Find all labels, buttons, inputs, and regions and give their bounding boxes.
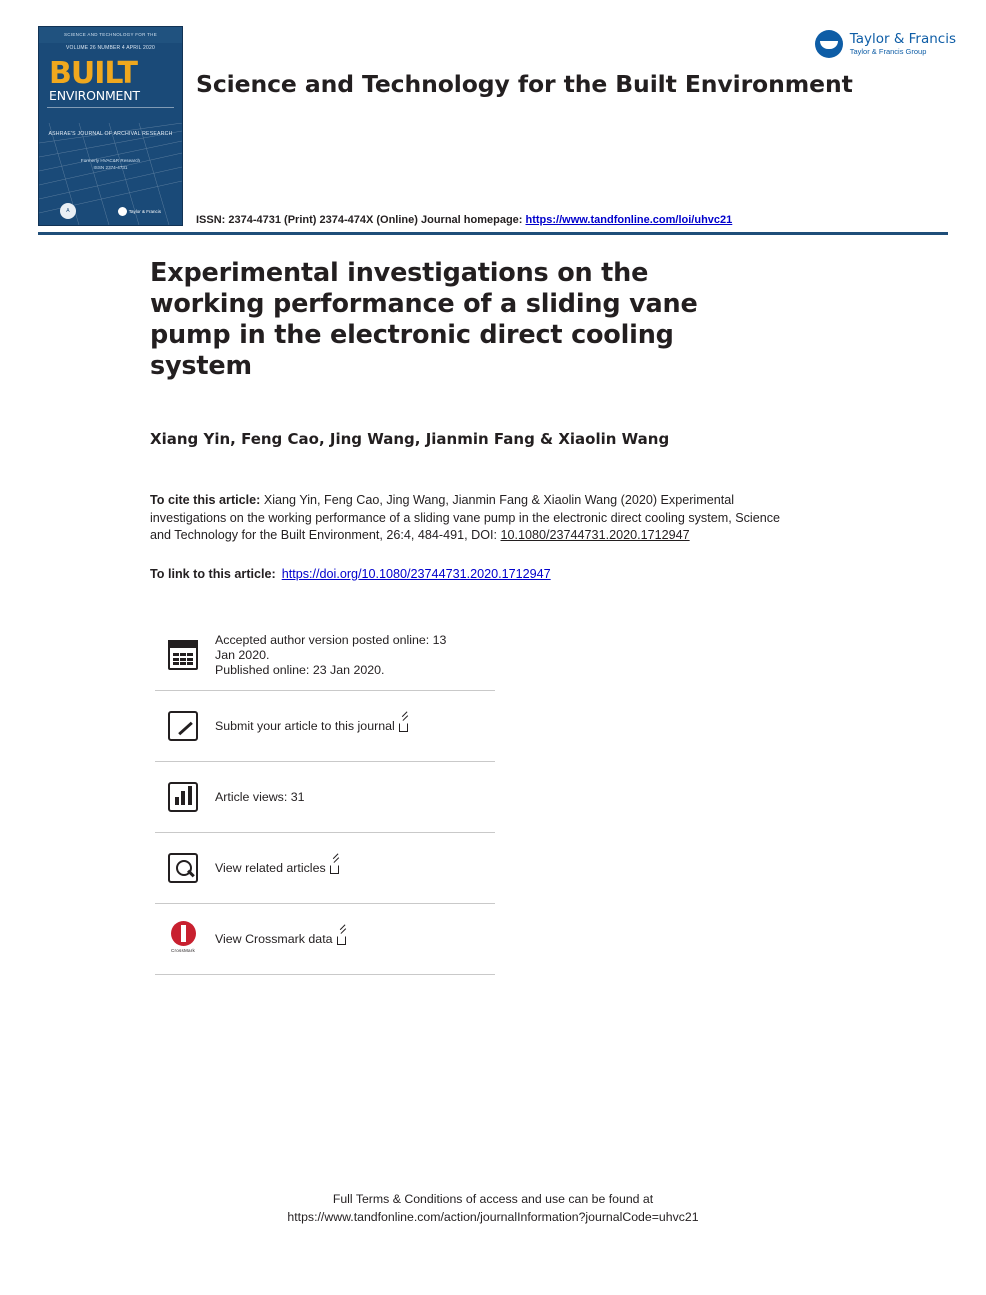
crossmark-icon [165,922,201,956]
taylor-francis-logo-icon [815,30,956,58]
related-articles-icon [165,851,201,885]
article-doi-link[interactable]: https://doi.org/10.1080/23744731.2020.1712947 [281,566,551,581]
issn-line [196,214,732,226]
article-block [150,258,870,581]
view-related-articles-label: View related articles [215,860,326,875]
page-header [0,26,986,231]
cover-title-built: BUILT [49,56,138,91]
cover-title [49,56,172,103]
external-link-icon [337,933,348,944]
submit-article-link[interactable] [215,719,410,734]
view-crossmark-label: View Crossmark data [215,931,333,946]
journal-title: Science and Technology for the Built Environment [196,70,853,98]
submit-article-label: Submit your article to this journal [215,718,395,733]
article-views-text: Article views: 31 [215,789,305,804]
pencil-submit-icon [165,709,201,743]
article-link-label: To link to this article: [150,566,276,581]
citation-text: Xiang Yin, Feng Cao, Jing Wang, Jianmin Fang & Xiaolin Wang (2020) Experimental investigations on the working performance of a sliding vane pump in the electronic direct cooling system, Science and Technology for the Built Environment, 26:4, 484-491, DOI: [150,493,781,542]
publication-dates-text [215,633,446,678]
article-link-block [150,567,870,581]
cover-taylor-francis-logo-icon [118,207,161,216]
footer-terms-line: Full Terms & Conditions of access and use can be found at [332,1192,654,1206]
header-divider [38,232,948,235]
article-authors: Xiang Yin, Feng Cao, Jing Wang, Jianmin Fang & Xiaolin Wang [150,430,670,448]
external-link-icon [330,862,341,873]
footer-url-line: https://www.tandfonline.com/action/journalInformation?journalCode=uhvc21 [287,1210,699,1224]
list-item[interactable] [155,904,495,975]
issn-text: ISSN: 2374-4731 (Print) 2374-474X (Online) Journal homepage: [196,214,526,226]
published-online-line: Published online: 23 Jan 2020. [215,662,385,677]
list-item [155,620,495,691]
taylor-francis-mark-icon [815,30,843,58]
cover-mid-line2: ISSN 2374-4731 [93,165,128,170]
list-item[interactable] [155,691,495,762]
page-title: Experimental investigations on the working performance of a sliding vane pump in the electronic direct cooling system [150,258,698,381]
ashrae-logo-icon: A [60,203,76,219]
cover-divider [47,107,174,108]
view-crossmark-link[interactable] [215,932,348,947]
journal-cover-image [38,26,183,226]
accepted-line2: Jan 2020. [215,647,270,662]
page-footer [0,1190,986,1226]
citation-doi-link[interactable]: 10.1080/23744731.2020.1712947 [500,528,690,542]
cover-logos [39,203,182,219]
journal-homepage-link[interactable]: https://www.tandfonline.com/loi/uhvc21 [525,214,733,226]
cover-title-environment: ENVIRONMENT [49,88,140,103]
view-related-articles-link[interactable] [215,861,341,876]
cover-mid-line1: Formerly HVAC&R Research [80,158,141,163]
accepted-line1: Accepted author version posted online: 13 [215,632,447,647]
publisher-name: Taylor & Francis [849,30,956,47]
list-item[interactable] [155,833,495,904]
cover-logo-tf-label: Taylor & Francis [128,208,162,214]
publisher-group: Taylor & Francis Group [849,46,927,56]
cover-issue-caption: VOLUME 26 NUMBER 4 APRIL 2020 [66,45,155,51]
cover-top-band: SCIENCE AND TECHNOLOGY FOR THE [39,27,182,43]
cover-society-line: ASHRAE'S JOURNAL OF ARCHIVAL RESEARCH [48,131,173,137]
calendar-icon [165,638,201,672]
external-link-icon [399,720,410,731]
bar-chart-icon [165,780,201,814]
article-actions-list [155,620,495,975]
citation-label: To cite this article: [150,493,261,507]
list-item [155,762,495,833]
citation-block [150,492,800,545]
crossmark-caption: CrossMark [170,948,195,953]
